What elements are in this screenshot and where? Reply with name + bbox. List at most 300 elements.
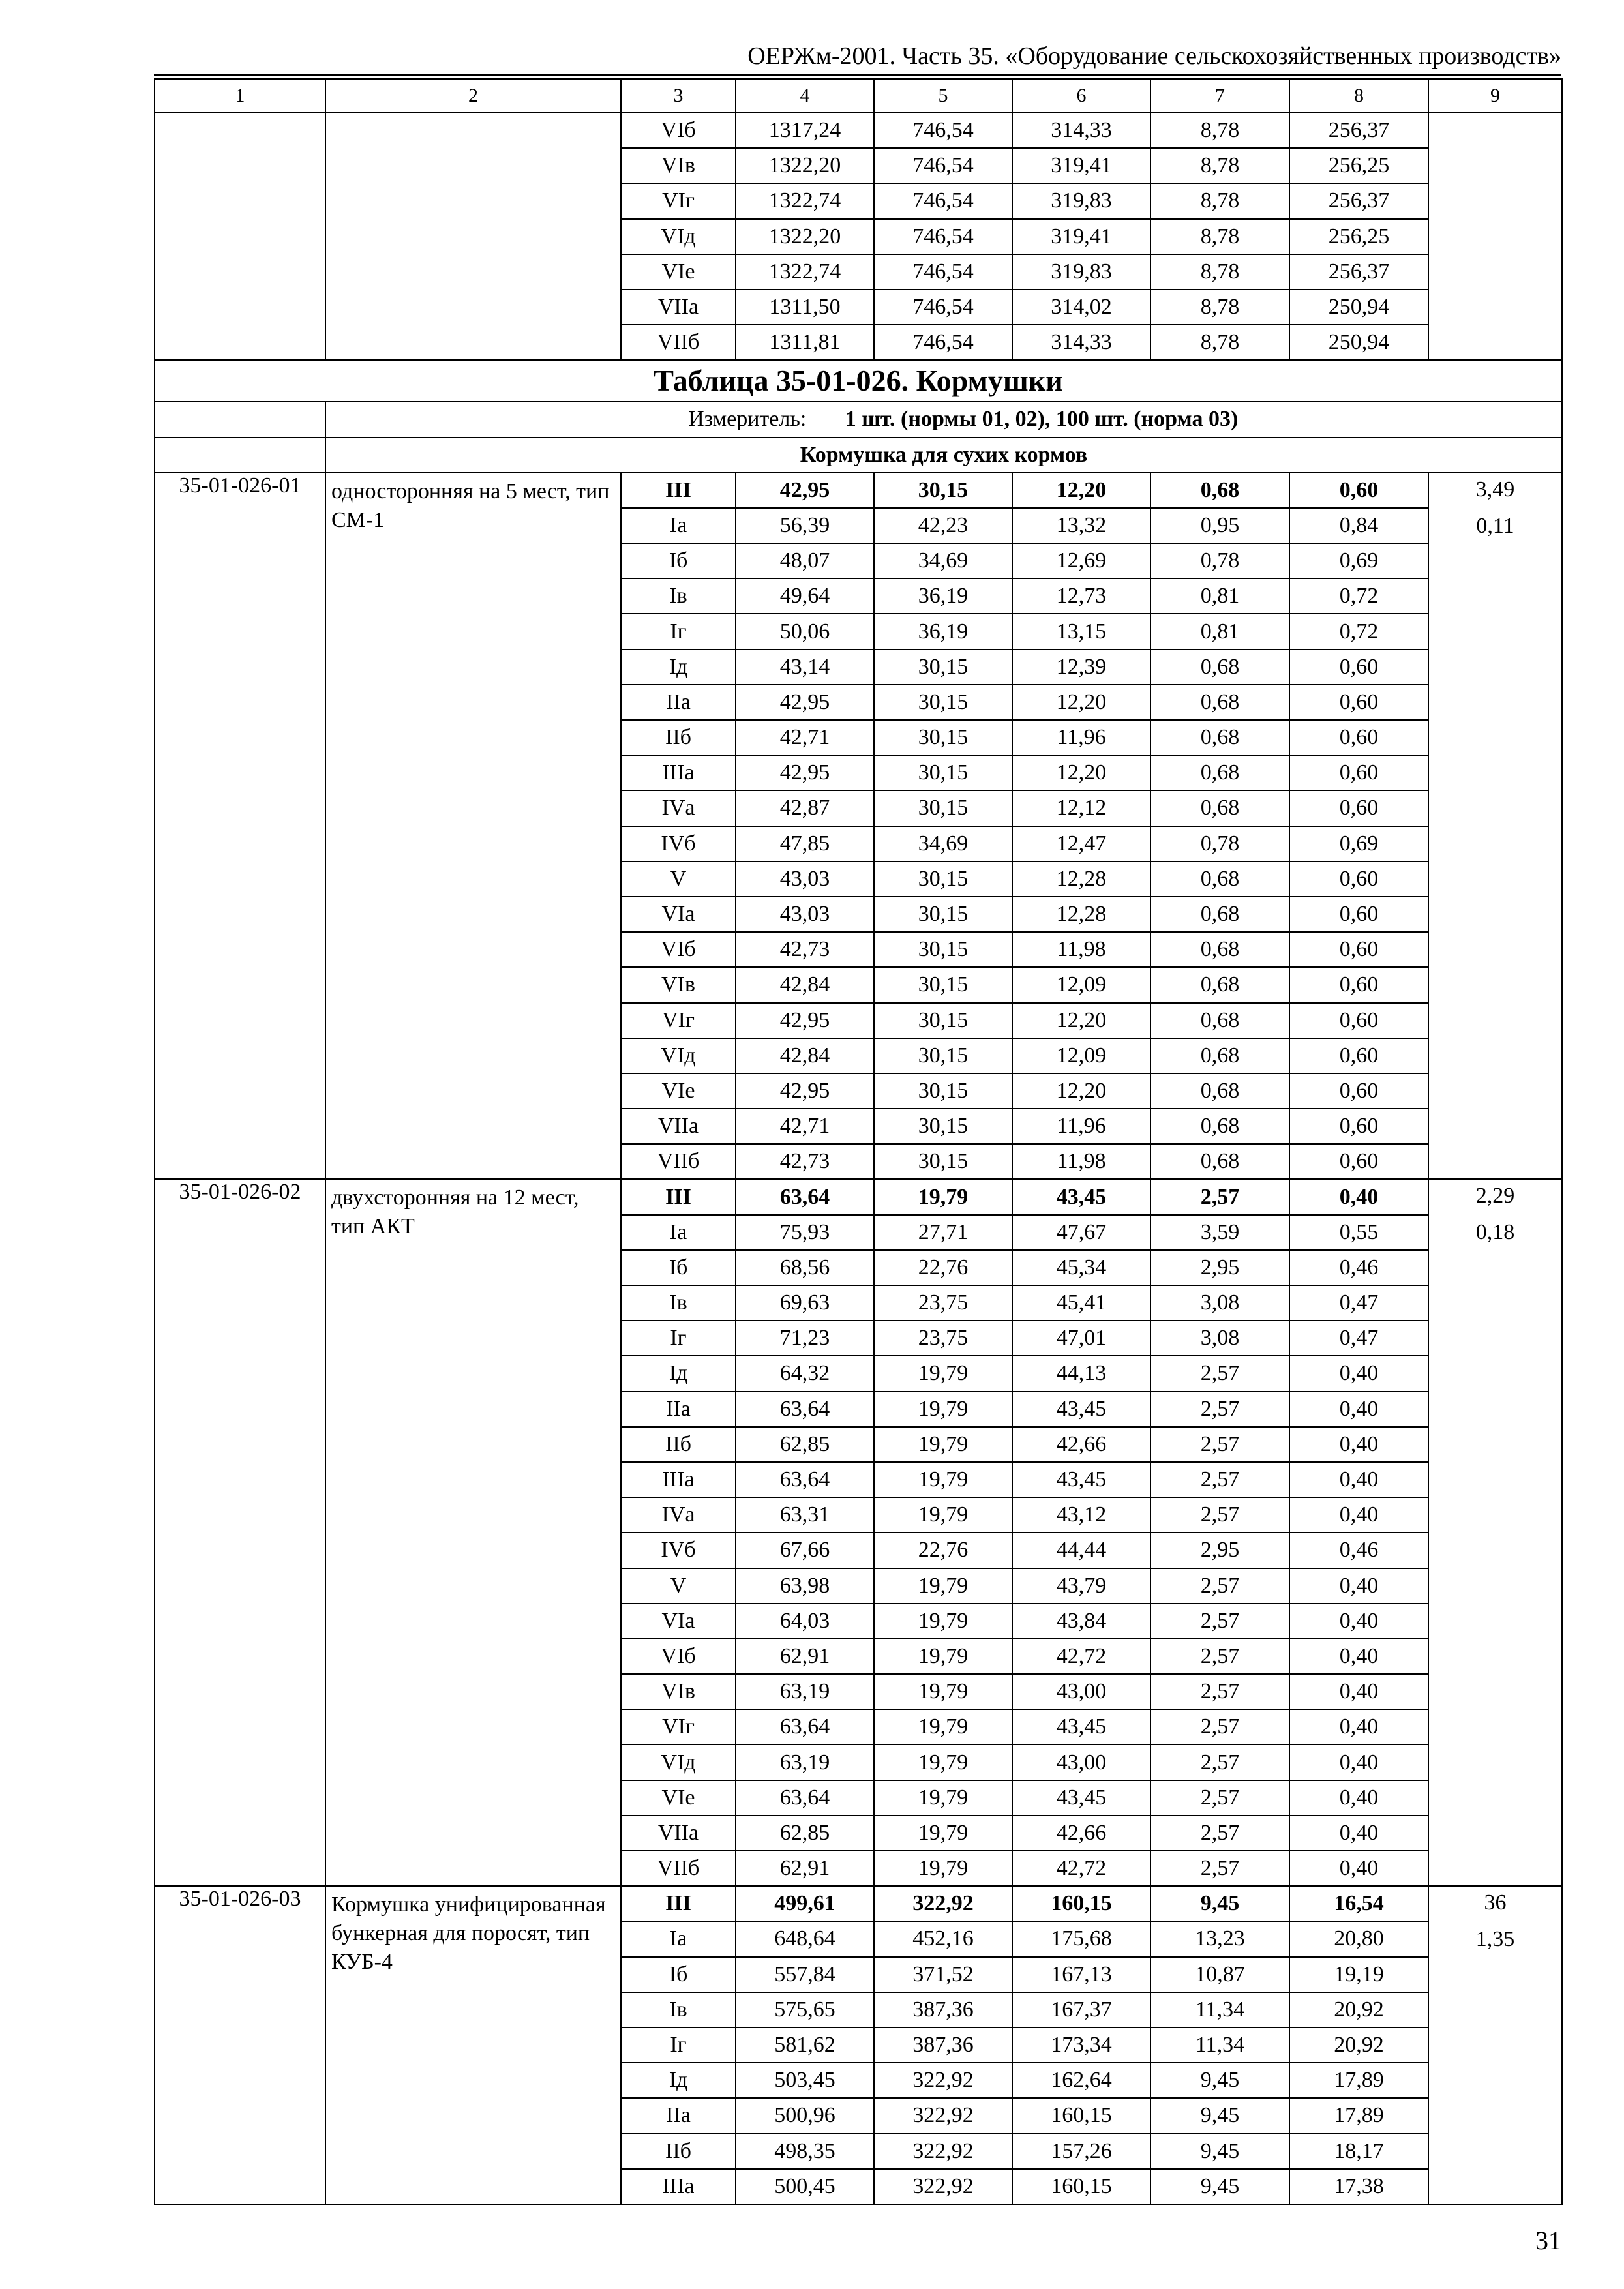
value-cell: 71,23 <box>736 1321 874 1356</box>
zone-cell: Iб <box>621 543 736 578</box>
value-cell: 42,95 <box>736 1003 874 1038</box>
value-cell: 20,80 <box>1289 1921 1428 1956</box>
zone-cell: VIб <box>621 1639 736 1674</box>
value-cell: 30,15 <box>874 685 1012 720</box>
col9-value: 2,29 <box>1475 1184 1515 1208</box>
value-cell: 322,92 <box>874 2098 1012 2133</box>
value-cell: 2,57 <box>1150 1356 1289 1391</box>
value-cell: 30,15 <box>874 1038 1012 1073</box>
group-row <box>155 438 1562 473</box>
value-cell: 0,40 <box>1289 1427 1428 1462</box>
value-cell: 0,68 <box>1150 650 1289 685</box>
value-cell: 19,79 <box>874 1497 1012 1533</box>
value-cell: 42,95 <box>736 685 874 720</box>
column-number-row <box>155 79 1562 113</box>
zone-cell: Iд <box>621 2063 736 2098</box>
value-cell: 12,28 <box>1012 861 1150 897</box>
value-cell: 42,66 <box>1012 1816 1150 1851</box>
value-cell: 30,15 <box>874 650 1012 685</box>
value-cell: 557,84 <box>736 1957 874 1992</box>
header-rule <box>154 74 1561 76</box>
value-cell: 22,76 <box>874 1250 1012 1285</box>
value-cell: 12,12 <box>1012 790 1150 826</box>
zone-cell: Iд <box>621 1356 736 1391</box>
value-cell: 2,57 <box>1150 1709 1289 1744</box>
value-cell: 19,79 <box>874 1427 1012 1462</box>
value-cell: 19,79 <box>874 1179 1012 1214</box>
value-cell: 0,40 <box>1289 1179 1428 1214</box>
zone-cell: IVб <box>621 826 736 861</box>
zone-cell: VIе <box>621 1073 736 1109</box>
value-cell: 42,72 <box>1012 1639 1150 1674</box>
value-cell: 30,15 <box>874 897 1012 932</box>
value-cell: 13,23 <box>1150 1921 1289 1956</box>
code-cell <box>155 113 325 360</box>
value-cell: 36,19 <box>874 578 1012 614</box>
value-cell: 0,60 <box>1289 1073 1428 1109</box>
value-cell: 746,54 <box>874 183 1012 218</box>
value-cell: 12,20 <box>1012 755 1150 790</box>
column-number-cell: 7 <box>1150 79 1289 113</box>
value-cell: 11,34 <box>1150 2027 1289 2063</box>
value-cell: 0,68 <box>1150 1038 1289 1073</box>
column-number-cell: 6 <box>1012 79 1150 113</box>
value-cell: 0,40 <box>1289 1709 1428 1744</box>
value-cell: 319,83 <box>1012 254 1150 290</box>
zone-cell: III <box>621 1886 736 1921</box>
value-cell: 42,84 <box>736 967 874 1002</box>
value-cell: 43,45 <box>1012 1462 1150 1497</box>
value-cell: 34,69 <box>874 543 1012 578</box>
zone-cell: Iд <box>621 650 736 685</box>
value-cell: 12,20 <box>1012 685 1150 720</box>
value-cell: 2,57 <box>1150 1674 1289 1709</box>
value-cell: 62,85 <box>736 1427 874 1462</box>
value-cell: 19,79 <box>874 1356 1012 1391</box>
value-cell: 49,64 <box>736 578 874 614</box>
zone-cell: IIб <box>621 720 736 755</box>
value-cell: 1317,24 <box>736 113 874 148</box>
value-cell: 0,68 <box>1150 1144 1289 1179</box>
value-cell: 42,71 <box>736 1109 874 1144</box>
zone-cell: Iа <box>621 1921 736 1956</box>
value-cell: 2,95 <box>1150 1250 1289 1285</box>
column-number-cell: 3 <box>621 79 736 113</box>
value-cell: 48,07 <box>736 543 874 578</box>
value-cell: 63,31 <box>736 1497 874 1533</box>
value-cell: 43,79 <box>1012 1568 1150 1604</box>
value-cell: 0,78 <box>1150 826 1289 861</box>
value-cell: 2,57 <box>1150 1497 1289 1533</box>
zone-cell: V <box>621 1568 736 1604</box>
value-cell: 1322,20 <box>736 219 874 254</box>
value-cell: 2,57 <box>1150 1568 1289 1604</box>
value-cell: 63,98 <box>736 1568 874 1604</box>
value-cell: 63,64 <box>736 1179 874 1214</box>
name-cell: двухсторонняя на 12 мест, тип АКТ <box>325 1179 621 1886</box>
value-cell: 8,78 <box>1150 325 1289 360</box>
value-cell: 18,17 <box>1289 2134 1428 2169</box>
value-cell: 12,69 <box>1012 543 1150 578</box>
value-cell: 42,73 <box>736 932 874 967</box>
value-cell: 11,98 <box>1012 1144 1150 1179</box>
value-cell: 0,40 <box>1289 1568 1428 1604</box>
col9-cell <box>1428 1886 1562 2204</box>
value-cell: 19,79 <box>874 1604 1012 1639</box>
group-title: Кормушка для сухих кормов <box>325 438 1562 473</box>
col9-value: 0,11 <box>1476 513 1514 538</box>
value-cell: 19,79 <box>874 1780 1012 1816</box>
name-cell <box>325 113 621 360</box>
value-cell: 2,57 <box>1150 1427 1289 1462</box>
value-cell: 0,81 <box>1150 614 1289 649</box>
value-cell: 19,79 <box>874 1392 1012 1427</box>
table-title: Таблица 35-01-026. Кормушки <box>155 360 1562 402</box>
value-cell: 8,78 <box>1150 113 1289 148</box>
value-cell: 9,45 <box>1150 2169 1289 2204</box>
value-cell: 250,94 <box>1289 325 1428 360</box>
value-cell: 0,40 <box>1289 1497 1428 1533</box>
value-cell: 1322,74 <box>736 254 874 290</box>
zone-cell: VIд <box>621 1038 736 1073</box>
value-cell: 47,85 <box>736 826 874 861</box>
value-cell: 47,01 <box>1012 1321 1150 1356</box>
zone-cell: Iа <box>621 508 736 543</box>
blank-cell <box>155 438 325 473</box>
zone-cell: IVб <box>621 1533 736 1568</box>
value-cell: 8,78 <box>1150 148 1289 183</box>
zone-cell: VIа <box>621 897 736 932</box>
value-cell: 13,32 <box>1012 508 1150 543</box>
zone-cell: VIIб <box>621 325 736 360</box>
value-cell: 0,60 <box>1289 790 1428 826</box>
value-cell: 9,45 <box>1150 2098 1289 2133</box>
name-cell: Кормушка унифицированная бункерная для поросят, тип КУБ-4 <box>325 1886 621 2204</box>
value-cell: 0,40 <box>1289 1851 1428 1886</box>
zone-cell: Iв <box>621 1992 736 2027</box>
value-cell: 43,03 <box>736 897 874 932</box>
value-cell: 0,60 <box>1289 1144 1428 1179</box>
value-cell: 0,55 <box>1289 1215 1428 1250</box>
value-cell: 12,47 <box>1012 826 1150 861</box>
value-cell: 746,54 <box>874 254 1012 290</box>
value-cell: 30,15 <box>874 1073 1012 1109</box>
value-cell: 42,72 <box>1012 1851 1150 1886</box>
value-cell: 0,68 <box>1150 1003 1289 1038</box>
value-cell: 319,83 <box>1012 183 1150 218</box>
value-cell: 0,60 <box>1289 473 1428 508</box>
value-cell: 0,84 <box>1289 508 1428 543</box>
value-cell: 0,68 <box>1150 897 1289 932</box>
value-cell: 0,68 <box>1150 1073 1289 1109</box>
zone-cell: VIб <box>621 113 736 148</box>
value-cell: 43,45 <box>1012 1709 1150 1744</box>
value-cell: 173,34 <box>1012 2027 1150 2063</box>
zone-cell: VIIб <box>621 1851 736 1886</box>
value-cell: 43,45 <box>1012 1780 1150 1816</box>
value-cell: 56,39 <box>736 508 874 543</box>
value-cell: 63,64 <box>736 1462 874 1497</box>
zone-cell: VIIб <box>621 1144 736 1179</box>
value-cell: 500,45 <box>736 2169 874 2204</box>
value-cell: 2,57 <box>1150 1604 1289 1639</box>
value-cell: 30,15 <box>874 473 1012 508</box>
zone-cell: IIIа <box>621 2169 736 2204</box>
value-cell: 319,41 <box>1012 219 1150 254</box>
value-cell: 42,95 <box>736 755 874 790</box>
value-cell: 250,94 <box>1289 290 1428 325</box>
value-cell: 42,66 <box>1012 1427 1150 1462</box>
code-cell: 35-01-026-02 <box>155 1179 325 1886</box>
value-cell: 22,76 <box>874 1533 1012 1568</box>
value-cell: 319,41 <box>1012 148 1150 183</box>
table-row <box>155 473 1562 508</box>
value-cell: 0,40 <box>1289 1356 1428 1391</box>
zone-cell: VIе <box>621 254 736 290</box>
value-cell: 322,92 <box>874 2063 1012 2098</box>
zone-cell: VIIа <box>621 1816 736 1851</box>
value-cell: 12,20 <box>1012 1073 1150 1109</box>
value-cell: 30,15 <box>874 967 1012 1002</box>
zone-cell: VIд <box>621 1744 736 1780</box>
value-cell: 160,15 <box>1012 2098 1150 2133</box>
zone-cell: VIв <box>621 1674 736 1709</box>
value-cell: 581,62 <box>736 2027 874 2063</box>
zone-cell: VIв <box>621 148 736 183</box>
value-cell: 162,64 <box>1012 2063 1150 2098</box>
value-cell: 16,54 <box>1289 1886 1428 1921</box>
value-cell: 0,40 <box>1289 1462 1428 1497</box>
col9-cell <box>1428 473 1562 1180</box>
value-cell: 1322,20 <box>736 148 874 183</box>
value-cell: 0,68 <box>1150 1109 1289 1144</box>
zone-cell: VIг <box>621 1709 736 1744</box>
value-cell: 44,13 <box>1012 1356 1150 1391</box>
zone-cell: Iг <box>621 2027 736 2063</box>
value-cell: 13,15 <box>1012 614 1150 649</box>
value-cell: 0,68 <box>1150 790 1289 826</box>
column-number-cell: 1 <box>155 79 325 113</box>
value-cell: 387,36 <box>874 1992 1012 2027</box>
code-cell: 35-01-026-03 <box>155 1886 325 2204</box>
column-number-cell: 4 <box>736 79 874 113</box>
value-cell: 0,40 <box>1289 1816 1428 1851</box>
value-cell: 42,95 <box>736 1073 874 1109</box>
zone-cell: Iг <box>621 1321 736 1356</box>
value-cell: 0,60 <box>1289 861 1428 897</box>
zone-cell: VIа <box>621 1604 736 1639</box>
value-cell: 20,92 <box>1289 1992 1428 2027</box>
value-cell: 0,69 <box>1289 826 1428 861</box>
value-cell: 9,45 <box>1150 1886 1289 1921</box>
value-cell: 12,20 <box>1012 473 1150 508</box>
value-cell: 0,40 <box>1289 1604 1428 1639</box>
value-cell: 43,14 <box>736 650 874 685</box>
value-cell: 0,40 <box>1289 1639 1428 1674</box>
zone-cell: Iг <box>621 614 736 649</box>
value-cell: 8,78 <box>1150 290 1289 325</box>
zone-cell: VIб <box>621 932 736 967</box>
value-cell: 0,81 <box>1150 578 1289 614</box>
value-cell: 157,26 <box>1012 2134 1150 2169</box>
value-cell: 314,02 <box>1012 290 1150 325</box>
value-cell: 2,57 <box>1150 1851 1289 1886</box>
value-cell: 19,79 <box>874 1709 1012 1744</box>
value-cell: 19,19 <box>1289 1957 1428 1992</box>
value-cell: 2,95 <box>1150 1533 1289 1568</box>
col9-value: 0,18 <box>1475 1220 1515 1245</box>
value-cell: 12,09 <box>1012 1038 1150 1073</box>
value-cell: 746,54 <box>874 148 1012 183</box>
value-cell: 62,91 <box>736 1639 874 1674</box>
measure-row <box>155 402 1562 437</box>
col9-cell <box>1428 1179 1562 1886</box>
value-cell: 11,98 <box>1012 932 1150 967</box>
column-number-cell: 2 <box>325 79 621 113</box>
value-cell: 314,33 <box>1012 113 1150 148</box>
value-cell: 746,54 <box>874 290 1012 325</box>
value-cell: 42,23 <box>874 508 1012 543</box>
value-cell: 0,47 <box>1289 1321 1428 1356</box>
col9-value: 3,49 <box>1475 477 1515 501</box>
value-cell: 64,32 <box>736 1356 874 1391</box>
zone-cell: VIг <box>621 1003 736 1038</box>
value-cell: 43,45 <box>1012 1392 1150 1427</box>
zone-cell: III <box>621 473 736 508</box>
value-cell: 30,15 <box>874 1003 1012 1038</box>
value-cell: 0,95 <box>1150 508 1289 543</box>
value-cell: 44,44 <box>1012 1533 1150 1568</box>
value-cell: 314,33 <box>1012 325 1150 360</box>
value-cell: 19,79 <box>874 1462 1012 1497</box>
value-cell: 3,08 <box>1150 1321 1289 1356</box>
value-cell: 19,79 <box>874 1816 1012 1851</box>
value-cell: 371,52 <box>874 1957 1012 1992</box>
value-cell: 50,06 <box>736 614 874 649</box>
zone-cell: IVа <box>621 1497 736 1533</box>
zone-cell: Iб <box>621 1957 736 1992</box>
value-cell: 34,69 <box>874 826 1012 861</box>
value-cell: 63,64 <box>736 1709 874 1744</box>
value-cell: 43,03 <box>736 861 874 897</box>
value-cell: 0,60 <box>1289 1109 1428 1144</box>
value-cell: 0,60 <box>1289 897 1428 932</box>
value-cell: 0,60 <box>1289 720 1428 755</box>
zone-cell: VIд <box>621 219 736 254</box>
value-cell: 30,15 <box>874 861 1012 897</box>
value-cell: 648,64 <box>736 1921 874 1956</box>
col9-cell <box>1428 113 1562 360</box>
table-row <box>155 1886 1562 1921</box>
value-cell: 498,35 <box>736 2134 874 2169</box>
value-cell: 1311,81 <box>736 325 874 360</box>
value-cell: 3,59 <box>1150 1215 1289 1250</box>
value-cell: 30,15 <box>874 790 1012 826</box>
value-cell: 0,40 <box>1289 1780 1428 1816</box>
value-cell: 68,56 <box>736 1250 874 1285</box>
value-cell: 12,73 <box>1012 578 1150 614</box>
value-cell: 63,19 <box>736 1674 874 1709</box>
value-cell: 0,60 <box>1289 685 1428 720</box>
value-cell: 20,92 <box>1289 2027 1428 2063</box>
value-cell: 256,25 <box>1289 148 1428 183</box>
value-cell: 8,78 <box>1150 254 1289 290</box>
value-cell: 2,57 <box>1150 1639 1289 1674</box>
value-cell: 0,68 <box>1150 967 1289 1002</box>
value-cell: 19,79 <box>874 1568 1012 1604</box>
value-cell: 19,79 <box>874 1744 1012 1780</box>
zone-cell: VIг <box>621 183 736 218</box>
value-cell: 43,00 <box>1012 1674 1150 1709</box>
table-row <box>155 113 1562 148</box>
page-header: ОЕРЖм-2001. Часть 35. «Оборудование сельскохозяйственных производств» <box>747 42 1561 70</box>
value-cell: 0,60 <box>1289 650 1428 685</box>
value-cell: 0,72 <box>1289 578 1428 614</box>
column-number-cell: 5 <box>874 79 1012 113</box>
value-cell: 0,47 <box>1289 1285 1428 1321</box>
value-cell: 0,68 <box>1150 473 1289 508</box>
zone-cell: IIIа <box>621 755 736 790</box>
value-cell: 23,75 <box>874 1321 1012 1356</box>
zone-cell: V <box>621 861 736 897</box>
value-cell: 452,16 <box>874 1921 1012 1956</box>
value-cell: 30,15 <box>874 932 1012 967</box>
value-cell: 17,38 <box>1289 2169 1428 2204</box>
value-cell: 503,45 <box>736 2063 874 2098</box>
zone-cell: IVа <box>621 790 736 826</box>
value-cell: 19,79 <box>874 1674 1012 1709</box>
value-cell: 8,78 <box>1150 183 1289 218</box>
value-cell: 19,79 <box>874 1851 1012 1886</box>
value-cell: 63,64 <box>736 1780 874 1816</box>
value-cell: 3,08 <box>1150 1285 1289 1321</box>
value-cell: 12,09 <box>1012 967 1150 1002</box>
value-cell: 160,15 <box>1012 1886 1150 1921</box>
zone-cell: IIб <box>621 2134 736 2169</box>
value-cell: 0,60 <box>1289 755 1428 790</box>
col9-value: 36 <box>1484 1891 1507 1915</box>
zone-cell: VIIа <box>621 1109 736 1144</box>
zone-cell: IIа <box>621 1392 736 1427</box>
value-cell: 0,68 <box>1150 720 1289 755</box>
value-cell: 256,25 <box>1289 219 1428 254</box>
value-cell: 63,64 <box>736 1392 874 1427</box>
value-cell: 256,37 <box>1289 254 1428 290</box>
value-cell: 47,67 <box>1012 1215 1150 1250</box>
value-cell: 17,89 <box>1289 2098 1428 2133</box>
value-cell: 0,40 <box>1289 1744 1428 1780</box>
value-cell: 67,66 <box>736 1533 874 1568</box>
zone-cell: VIв <box>621 967 736 1002</box>
zone-cell: Iв <box>621 578 736 614</box>
measure-cell <box>325 402 1562 437</box>
value-cell: 256,37 <box>1289 183 1428 218</box>
value-cell: 0,40 <box>1289 1674 1428 1709</box>
zone-cell: IIб <box>621 1427 736 1462</box>
zone-cell: VIе <box>621 1780 736 1816</box>
zone-cell: IIIа <box>621 1462 736 1497</box>
value-cell: 64,03 <box>736 1604 874 1639</box>
value-cell: 0,40 <box>1289 1392 1428 1427</box>
value-cell: 1311,50 <box>736 290 874 325</box>
zone-cell: IIа <box>621 685 736 720</box>
column-number-cell: 8 <box>1289 79 1428 113</box>
value-cell: 0,68 <box>1150 755 1289 790</box>
value-cell: 499,61 <box>736 1886 874 1921</box>
code-cell: 35-01-026-01 <box>155 473 325 1180</box>
value-cell: 19,79 <box>874 1639 1012 1674</box>
zone-cell: III <box>621 1179 736 1214</box>
